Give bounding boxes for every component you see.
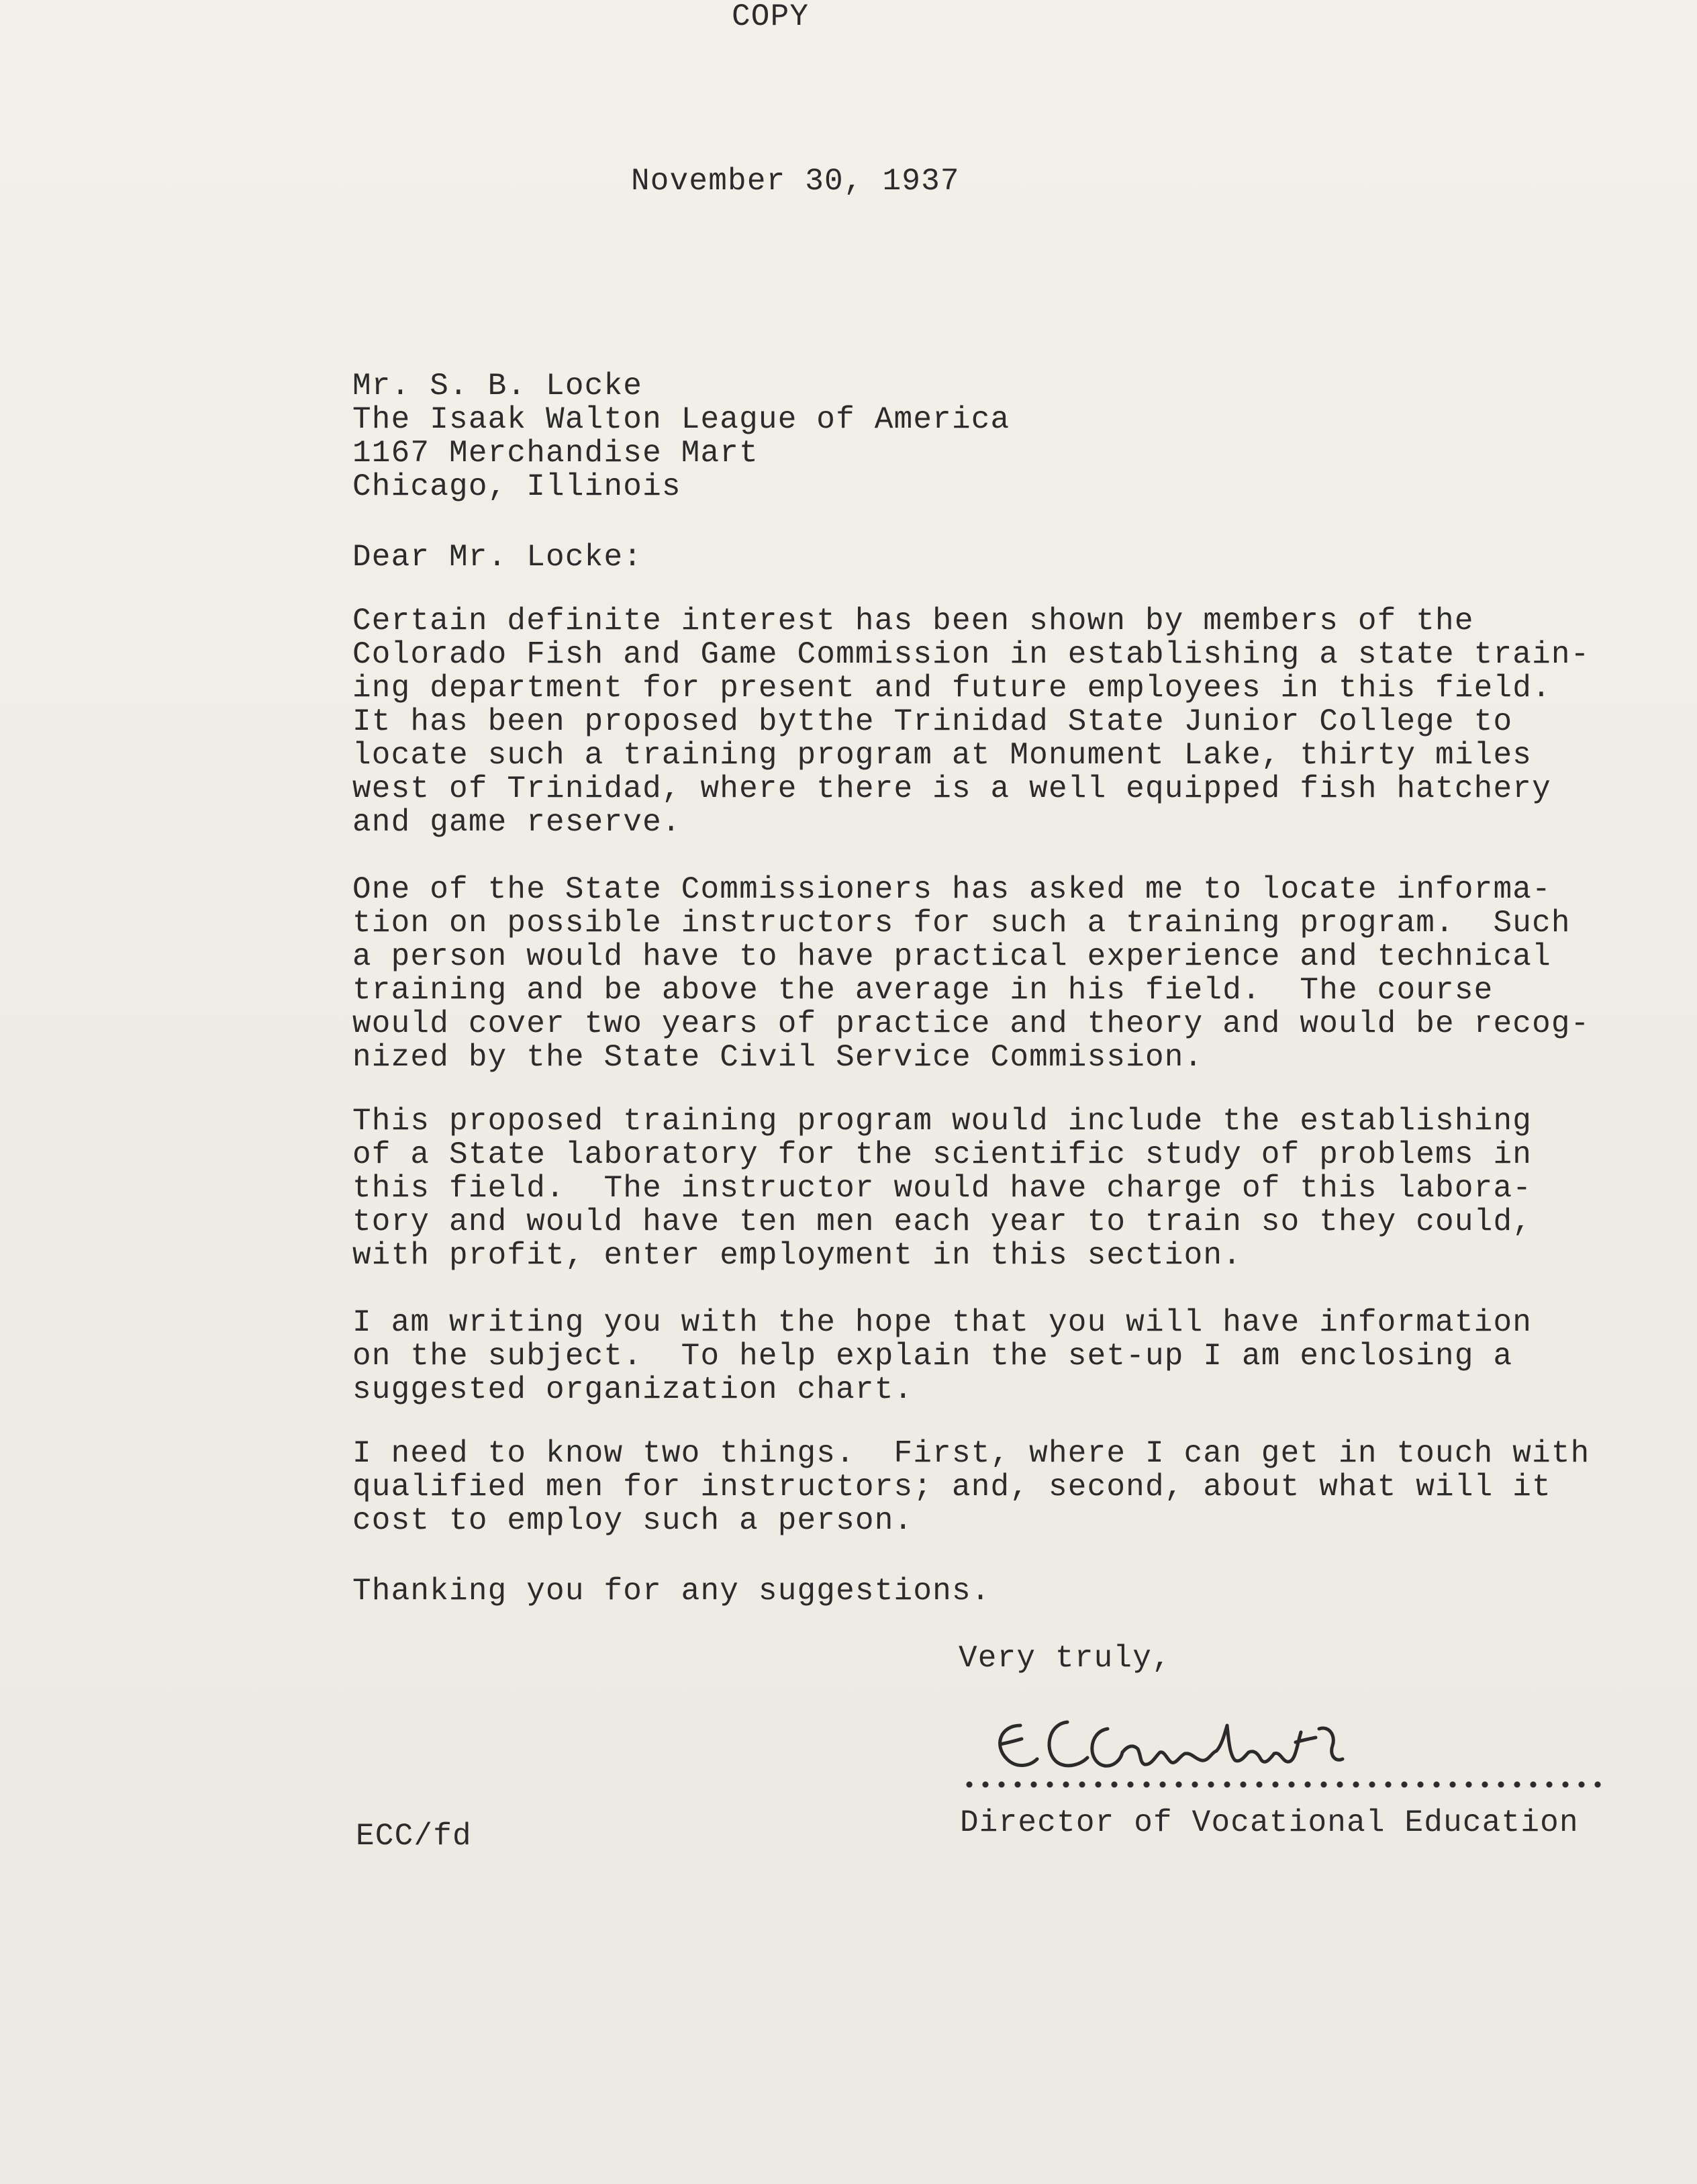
paragraph-2: [352, 873, 1590, 1074]
salutation: Dear Mr. Locke:: [352, 540, 643, 575]
handwritten-signature: [980, 1705, 1383, 1786]
paragraph-line: would cover two years of practice and theory and would be recog-: [352, 1006, 1590, 1041]
recipient-address: [352, 369, 1010, 504]
paragraph-line: a person would have to have practical experience and technical: [352, 939, 1551, 974]
paragraph-line: and game reserve.: [352, 805, 681, 840]
paragraph-line: tory and would have ten men each year to train so they could,: [352, 1204, 1533, 1239]
paragraph-line: cost to employ such a person.: [352, 1503, 914, 1538]
paragraph-line: I am writing you with the hope that you will have information: [352, 1305, 1533, 1340]
recipient-name: Mr. S. B. Locke: [352, 369, 643, 403]
recipient-street: 1167 Merchandise Mart: [352, 436, 759, 471]
paragraph-line: Colorado Fish and Game Commission in establishing a state train-: [352, 637, 1590, 672]
paragraph-line: on the subject. To help explain the set-up I am enclosing a: [352, 1339, 1513, 1374]
paragraph-line: of a State laboratory for the scientific study of problems in: [352, 1137, 1533, 1172]
paragraph-1: [352, 604, 1590, 839]
letter-date: November 30, 1937: [631, 164, 960, 199]
paragraph-3: [352, 1104, 1532, 1272]
recipient-organization: The Isaak Walton League of America: [352, 402, 1010, 437]
paragraph-5: [352, 1437, 1590, 1537]
paragraph-line: this field. The instructor would have charge of this labora-: [352, 1171, 1533, 1206]
paragraph-line: This proposed training program would include the establishing: [352, 1104, 1533, 1139]
paragraph-line: Certain definite interest has been shown by members of the: [352, 604, 1474, 638]
paragraph-line: locate such a training program at Monument Lake, thirty miles: [352, 738, 1533, 773]
paragraph-line: One of the State Commissioners has asked me to locate informa-: [352, 872, 1551, 907]
closing: Very truly,: [959, 1641, 1171, 1676]
signature-dotted-line: [961, 1778, 1606, 1791]
paragraph-line: with profit, enter employment in this section.: [352, 1238, 1243, 1273]
copy-label: COPY: [732, 0, 810, 34]
paragraph-line: nized by the State Civil Service Commission.: [352, 1040, 1204, 1075]
paragraph-line: suggested organization chart.: [352, 1372, 914, 1407]
paragraph-line: qualified men for instructors; and, second, about what will it: [352, 1470, 1551, 1505]
signer-title: Director of Vocational Education: [960, 1805, 1579, 1840]
paragraph-4: [352, 1306, 1532, 1407]
paragraph-line: west of Trinidad, where there is a well equipped fish hatchery: [352, 771, 1551, 806]
paragraph-6: [352, 1574, 991, 1608]
paragraph-line: Thanking you for any suggestions.: [352, 1574, 991, 1609]
paragraph-line: ing department for present and future employees in this field.: [352, 671, 1551, 706]
paragraph-line: I need to know two things. First, where I can get in touch with: [352, 1436, 1590, 1471]
paragraph-line: It has been proposed bytthe Trinidad State Junior College to: [352, 704, 1513, 739]
recipient-city: Chicago, Illinois: [352, 469, 681, 504]
reference-initials: ECC/fd: [356, 1819, 472, 1854]
paragraph-line: training and be above the average in his field. The course: [352, 973, 1494, 1008]
paragraph-line: tion on possible instructors for such a training program. Such: [352, 906, 1571, 941]
